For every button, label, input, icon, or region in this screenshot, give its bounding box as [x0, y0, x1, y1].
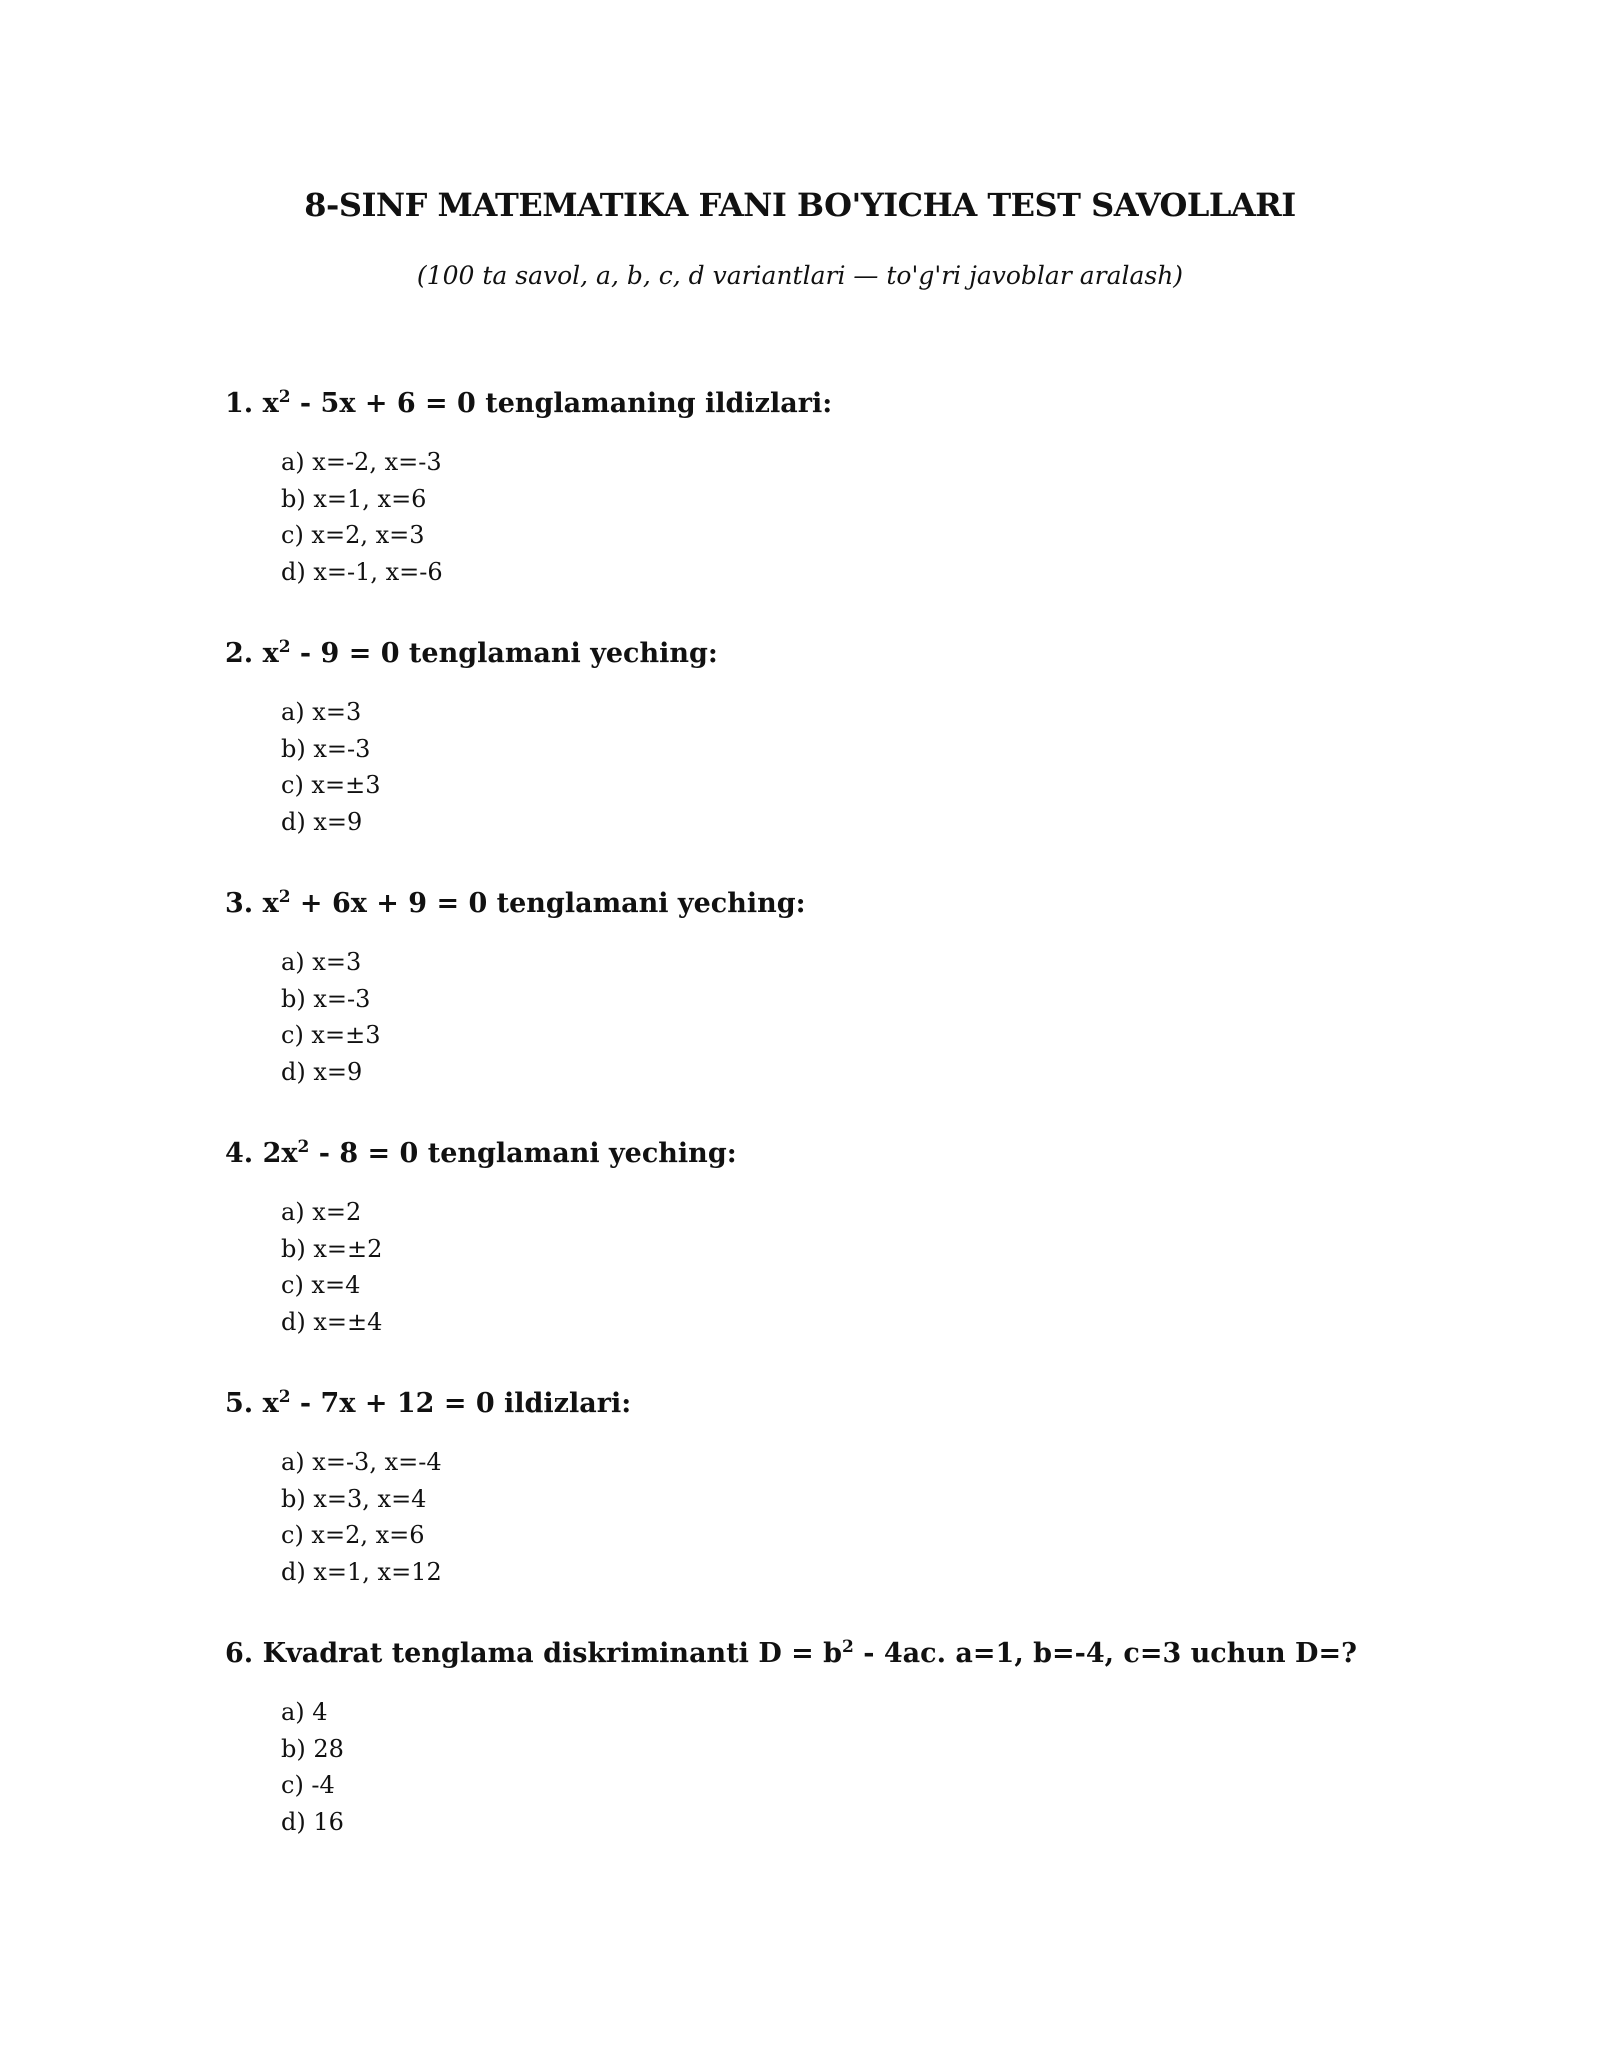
option-a: a) x=3 — [281, 948, 362, 976]
question-text-suffix: - 5x + 6 = 0 tenglamaning ildizlari: — [290, 388, 833, 419]
option-c: c) x=2, x=6 — [281, 1521, 425, 1549]
question-text-prefix: 6. Kvadrat tenglama diskriminanti D = b — [225, 1638, 843, 1669]
option-c: c) x=±3 — [281, 1021, 381, 1049]
question-text-suffix: - 9 = 0 tenglamani yeching: — [290, 638, 718, 669]
answer-options — [281, 944, 1525, 1090]
question-4 — [225, 1134, 1525, 1384]
answer-options — [281, 1444, 1525, 1590]
answer-options — [281, 694, 1525, 840]
answer-options — [281, 1194, 1525, 1340]
option-a: a) 4 — [281, 1698, 328, 1726]
question-exponent: 2 — [278, 636, 291, 657]
page-subtitle: (100 ta savol, a, b, c, d variantlari — to'g'ri javoblar aralash) — [416, 261, 1184, 290]
question-exponent: 2 — [278, 1386, 291, 1407]
question-text-prefix: 1. x — [225, 388, 279, 419]
question-text-prefix: 2. x — [225, 638, 279, 669]
option-b: b) x=3, x=4 — [281, 1484, 427, 1513]
option-c: c) x=±3 — [281, 771, 381, 799]
option-a: a) x=3 — [281, 698, 362, 726]
question-text — [225, 1134, 1525, 1174]
question-text — [225, 384, 1525, 424]
option-b: b) 28 — [281, 1734, 344, 1763]
option-d: d) x=9 — [281, 1057, 363, 1086]
option-b: b) x=±2 — [281, 1234, 383, 1263]
question-6 — [225, 1634, 1525, 1884]
option-d: d) x=-1, x=-6 — [281, 557, 443, 586]
option-c: c) x=2, x=3 — [281, 521, 425, 549]
option-b: b) x=1, x=6 — [281, 484, 427, 513]
option-c: c) -4 — [281, 1771, 335, 1799]
option-b: b) x=-3 — [281, 984, 371, 1013]
option-c: c) x=4 — [281, 1271, 361, 1299]
option-a: a) x=-2, x=-3 — [281, 448, 442, 476]
answer-options — [281, 444, 1525, 590]
question-text-prefix: 3. x — [225, 888, 279, 919]
question-1 — [225, 384, 1525, 634]
option-b: b) x=-3 — [281, 734, 371, 763]
question-text — [225, 634, 1525, 674]
option-d: d) x=1, x=12 — [281, 1557, 442, 1586]
question-text — [225, 884, 1525, 924]
question-list — [225, 384, 1525, 1884]
question-text-suffix: - 7x + 12 = 0 ildizlari: — [290, 1388, 632, 1419]
question-text-prefix: 5. x — [225, 1388, 279, 1419]
question-exponent: 2 — [278, 386, 291, 407]
question-text-suffix: - 8 = 0 tenglamani yeching: — [309, 1138, 737, 1169]
answer-options — [281, 1694, 1525, 1840]
question-2 — [225, 634, 1525, 884]
question-text-prefix: 4. 2x — [225, 1138, 298, 1169]
question-exponent: 2 — [297, 1136, 310, 1157]
question-exponent: 2 — [278, 886, 291, 907]
question-exponent: 2 — [842, 1636, 854, 1657]
option-a: a) x=2 — [281, 1198, 362, 1226]
question-text — [225, 1384, 1525, 1424]
question-3 — [225, 884, 1525, 1134]
option-a: a) x=-3, x=-4 — [281, 1448, 442, 1476]
option-d: d) x=±4 — [281, 1307, 383, 1336]
option-d: d) x=9 — [281, 807, 363, 836]
question-text-suffix: - 4ac. a=1, b=-4, c=3 uchun D=? — [853, 1638, 1357, 1669]
page-title: 8-SINF MATEMATIKA FANI BO'YICHA TEST SAVOLLARI — [304, 186, 1296, 224]
question-5 — [225, 1384, 1525, 1634]
question-text-suffix: + 6x + 9 = 0 tenglamani yeching: — [290, 888, 806, 919]
question-text — [225, 1634, 1525, 1674]
option-d: d) 16 — [281, 1807, 344, 1836]
